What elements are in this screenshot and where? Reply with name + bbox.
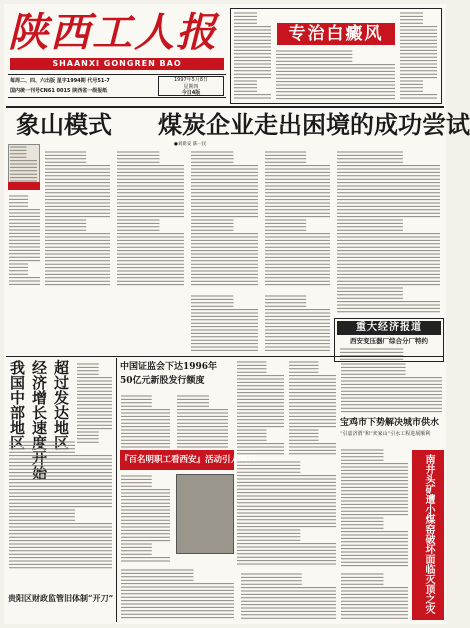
- econ-report-text: [339, 347, 441, 361]
- bottom-mid-text: [120, 568, 236, 620]
- promo-title: 专治白癜风: [288, 24, 384, 44]
- vertical-headline-col1: 我国中部地区: [8, 360, 26, 450]
- issue-info-line1: 每周二、四、六出版 星字1994期 代号51-7: [10, 78, 110, 84]
- baoji-headline: [340, 416, 444, 446]
- econ-report-subtitle: 西安变压器厂综合分厂特约: [350, 337, 428, 345]
- masthead-pinyin: SHAANXI GONGREN BAO: [10, 58, 224, 70]
- baoji-text-top: [340, 362, 444, 414]
- lower-mid-text: [236, 460, 338, 568]
- article-column-5: [336, 150, 442, 316]
- finance-text-1: [120, 394, 172, 448]
- baoji-title: 宝鸡市下势解决城市供水: [340, 418, 440, 428]
- masthead-title: 陕西工人报: [8, 9, 218, 56]
- article-column-7: [264, 294, 332, 354]
- headline-part1: 象山模式: [16, 110, 112, 139]
- divider: [116, 358, 117, 622]
- promo-title-box: [277, 23, 395, 45]
- econ-report-header: 重大经济报道: [337, 321, 441, 335]
- story-text-a: [76, 362, 114, 444]
- finance-text-2: [176, 394, 230, 448]
- divider: [6, 106, 444, 108]
- byline: ●刘新安 陈一民: [174, 142, 207, 147]
- baoji-text: [340, 448, 410, 568]
- bottom-left-headline: [8, 592, 114, 618]
- quote-text-1: [120, 474, 172, 564]
- mid-text-2: [288, 360, 338, 456]
- issue-info-line2: 国内统一刊号CN61 0015 陕西省一级报纸: [10, 88, 108, 94]
- banner-quote-text: 『百名明职工看西安』活动引人瞩目: [120, 455, 257, 465]
- issue-weekday: 星期四: [183, 84, 199, 90]
- workshop-photo: [176, 474, 234, 554]
- promo-ad-text-left: [233, 11, 273, 101]
- banner-quote: [120, 450, 257, 470]
- article-column-2: [116, 150, 186, 288]
- finance-line1: 中国证监会下达1996年: [120, 362, 218, 372]
- issue-info-bar: [8, 74, 226, 98]
- right-vertical-headline: 南井头矿遭小煤窑破坏面临灭顶之灾: [423, 454, 434, 614]
- story-text-b: [8, 440, 114, 570]
- bottom-right-text: [240, 572, 338, 620]
- article-column-4: [264, 150, 332, 288]
- issue-date: 1997年5月8日: [173, 77, 209, 83]
- masthead: [8, 10, 226, 72]
- issue-pages: 今日4版: [181, 90, 201, 96]
- vertical-headline-col2: 经济增长速度开始: [30, 360, 48, 480]
- article-column-3: [190, 150, 260, 288]
- newspaper-page: [4, 4, 470, 624]
- promo-ad-text-main: [275, 49, 397, 101]
- bottom-far-right-text: [340, 572, 410, 620]
- vertical-headline-col3: 超过发达地区: [52, 360, 70, 450]
- right-vertical-headline-box: [412, 450, 444, 620]
- finance-headline: [120, 360, 230, 390]
- baoji-subhead: “引嘉济渭”和“羑家山”引水工程进展顺利: [340, 431, 431, 437]
- finance-line2: 50亿元新股发行额度: [120, 376, 205, 386]
- portrait-caption-bar: [8, 182, 40, 190]
- mid-text-1: [236, 360, 286, 456]
- article-column-0: [8, 194, 42, 288]
- promo-ad: [230, 8, 442, 104]
- article-column-1: [44, 150, 112, 288]
- bottom-left-headline-text: 贵阳区财政监管旧体制“开刀”: [8, 593, 114, 603]
- divider: [6, 356, 444, 357]
- promo-ad-text-right: [399, 11, 439, 101]
- date-box: [158, 76, 224, 96]
- headline-part2: 煤炭企业走出困境的成功尝试: [158, 110, 470, 139]
- article-column-6: [190, 294, 260, 354]
- main-headline: [8, 110, 470, 140]
